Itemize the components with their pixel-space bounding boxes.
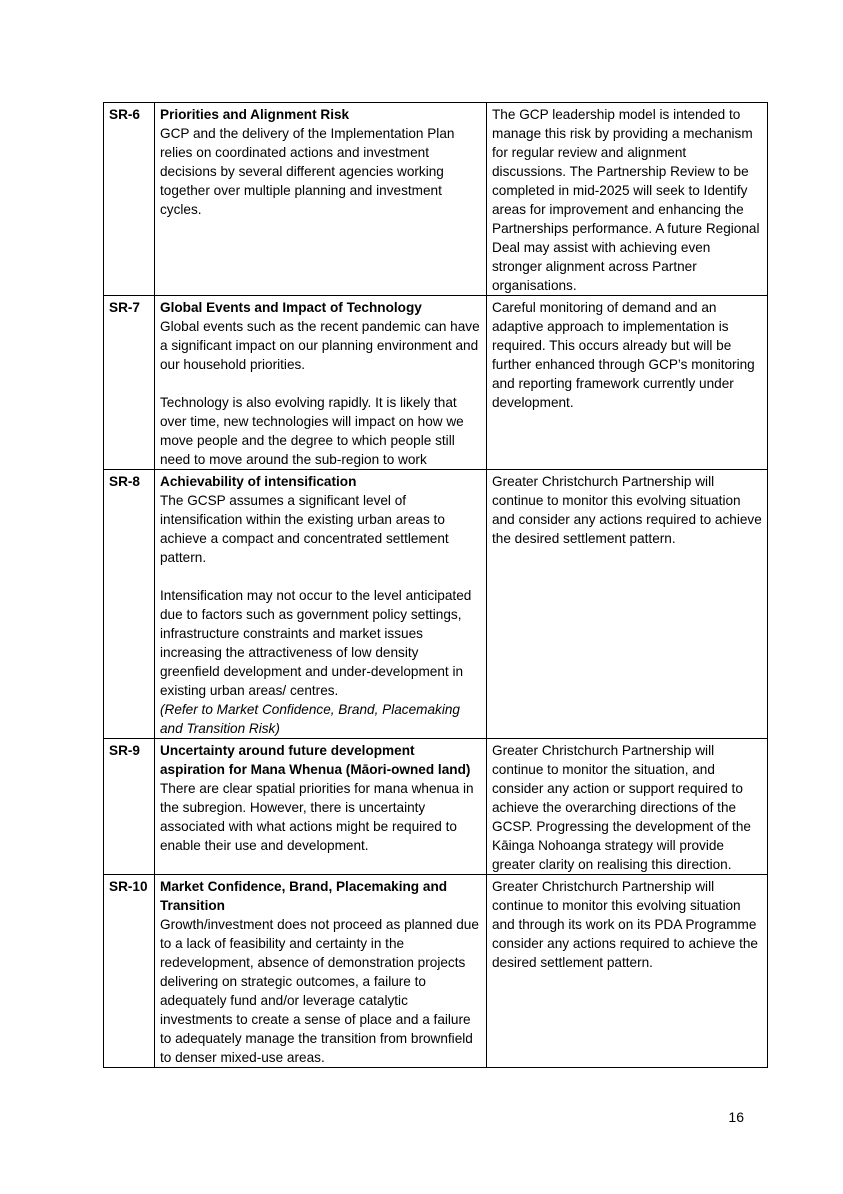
risk-description-cell	[155, 875, 487, 1068]
risk-description: Intensification may not occur to the level anticipated due to factors such as government policy settings, infrastructure constraints and market issues increasing the attractiveness of low density greenfield development and under-development in existing urban areas/ centres.	[160, 588, 472, 698]
risk-mitigation: Greater Christchurch Partnership will continue to monitor the situation, and consider any action or support required to achieve the overarching directions of the GCSP. Progressing the development of the Kāinga Nohoanga strategy will provide greater clarity on realising this direction.	[487, 739, 768, 875]
table-row	[104, 470, 768, 739]
table-row	[104, 103, 768, 296]
risk-description: Technology is also evolving rapidly. It is likely that over time, new technologies will impact on how we move people and the degree to which people still need to move around the sub-region to work	[160, 395, 464, 467]
risk-title: Market Confidence, Brand, Placemaking and Transition	[160, 879, 448, 913]
risk-description: Global events such as the recent pandemic can have a significant impact on our planning environment and our household priorities.	[160, 319, 480, 372]
risk-title: Global Events and Impact of Technology	[160, 300, 422, 315]
risk-id: SR-8	[104, 470, 155, 739]
page-number: 16	[728, 1109, 744, 1125]
risk-id: SR-10	[104, 875, 155, 1068]
risk-mitigation: Greater Christchurch Partnership will continue to monitor this evolving situation and consider any actions required to achieve the desired settlement pattern.	[487, 470, 768, 739]
risk-description-cell	[155, 103, 487, 296]
risk-id: SR-6	[104, 103, 155, 296]
risk-description: The GCSP assumes a significant level of intensification within the existing urban areas to achieve a compact and concentrated settlement pattern.	[160, 493, 449, 565]
risk-title: Achievability of intensification	[160, 474, 357, 489]
risk-reference-note: (Refer to Market Confidence, Brand, Placemaking and Transition Risk)	[160, 702, 460, 736]
risk-description: Growth/investment does not proceed as planned due to a lack of feasibility and certainty in the redevelopment, absence of demonstration projects delivering on strategic outcomes, a failure to adequately fund and/or leverage catalytic investments to create a sense of place and a failure to adequately manage the transition from brownfield to denser mixed-use areas.	[160, 917, 479, 1065]
risk-mitigation: The GCP leadership model is intended to manage this risk by providing a mechanism for regular review and alignment discussions. The Partnership Review to be completed in mid-2025 will seek to Identify areas for improvement and enhancing the Partnerships performance. A future Regional Deal may assist with achieving even stronger alignment across Partner organisations.	[487, 103, 768, 296]
risk-title: Uncertainty around future development aspiration for Mana Whenua (Māori-owned land)	[160, 743, 471, 777]
table-row	[104, 739, 768, 875]
risk-id: SR-9	[104, 739, 155, 875]
risk-description: GCP and the delivery of the Implementation Plan relies on coordinated actions and investment decisions by several different agencies working together over multiple planning and investment cycles.	[160, 126, 455, 217]
table-row	[104, 875, 768, 1068]
table-row	[104, 296, 768, 470]
risk-description: There are clear spatial priorities for mana whenua in the subregion. However, there is uncertainty associated with what actions might be required to enable their use and development.	[160, 781, 474, 853]
risk-mitigation: Greater Christchurch Partnership will continue to monitor this evolving situation and through its work on its PDA Programme consider any actions required to achieve the desired settlement pattern.	[487, 875, 768, 1068]
risk-mitigation: Careful monitoring of demand and an adaptive approach to implementation is required. This occurs already but will be further enhanced through GCP’s monitoring and reporting framework currently under development.	[487, 296, 768, 470]
risk-description-cell	[155, 296, 487, 470]
risk-description-cell	[155, 470, 487, 739]
strategic-risk-table	[103, 102, 768, 1068]
risk-title: Priorities and Alignment Risk	[160, 107, 350, 122]
risk-description-cell	[155, 739, 487, 875]
risk-id: SR-7	[104, 296, 155, 470]
